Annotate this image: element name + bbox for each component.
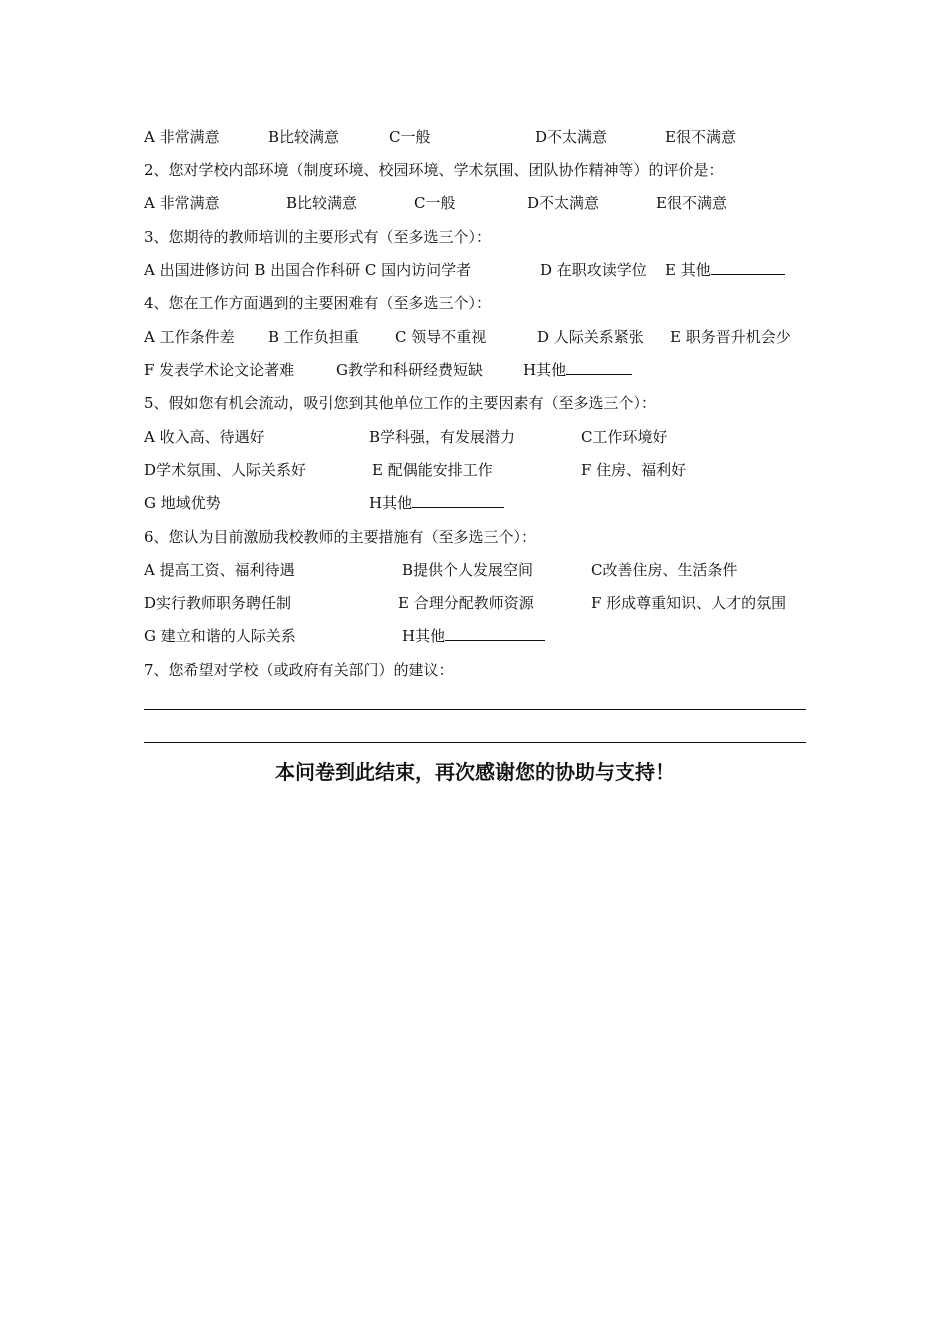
q4-question: 4、您在工作方面遇到的主要困难有（至多选三个）： (144, 294, 492, 312)
q6-option-h-label: H其他 (402, 627, 446, 645)
q6-option-c[interactable]: C改善住房、生活条件 (591, 561, 738, 579)
q4-option-b[interactable]: B 工作负担重 (268, 328, 359, 346)
q4-option-c[interactable]: C 领导不重视 (395, 328, 487, 346)
q1-option-b[interactable]: B比较满意 (268, 128, 340, 146)
q1-option-d[interactable]: D不太满意 (535, 128, 608, 146)
q2-question: 2、您对学校内部环境（制度环境、校园环境、学术氛围、团队协作精神等）的评价是： (144, 161, 724, 179)
q3-options-abc[interactable]: A 出国进修访问 B 出国合作科研 C 国内访问学者 (144, 261, 472, 279)
q4-option-h-other[interactable] (523, 360, 632, 380)
q4-option-g[interactable]: G教学和科研经费短缺 (336, 361, 483, 379)
q6-option-e[interactable]: E 合理分配教师资源 (398, 594, 534, 612)
q4-option-h-label: H其他 (523, 361, 567, 379)
q6-other-blank[interactable] (445, 626, 545, 641)
q6-option-d[interactable]: D实行教师职务聘任制 (144, 594, 292, 612)
q5-option-h-other[interactable] (369, 493, 504, 513)
q5-option-h-label: H其他 (369, 494, 413, 512)
q6-option-f[interactable]: F 形成尊重知识、人才的氛围 (591, 594, 787, 612)
q5-option-g[interactable]: G 地域优势 (144, 494, 221, 512)
q5-other-blank[interactable] (412, 493, 504, 508)
q2-option-a[interactable]: A 非常满意 (144, 194, 220, 212)
q7-answer-line-1[interactable] (144, 709, 806, 710)
q6-option-h-other[interactable] (402, 626, 545, 646)
q2-option-b[interactable]: B比较满意 (286, 194, 358, 212)
q7-answer-line-2[interactable] (144, 742, 806, 743)
q4-other-blank[interactable] (566, 360, 632, 375)
q5-option-c[interactable]: C工作环境好 (581, 428, 668, 446)
q2-option-d[interactable]: D不太满意 (527, 194, 600, 212)
q4-option-a[interactable]: A 工作条件差 (144, 328, 235, 346)
q4-option-f[interactable]: F 发表学术论文论著难 (144, 361, 295, 379)
q2-option-c[interactable]: C一般 (414, 194, 456, 212)
q3-option-d[interactable]: D 在职攻读学位 (540, 261, 647, 279)
q5-option-a[interactable]: A 收入高、待遇好 (144, 428, 265, 446)
q1-option-c[interactable]: C一般 (389, 128, 431, 146)
q7-question: 7、您希望对学校（或政府有关部门）的建议： (144, 661, 454, 679)
q5-option-d[interactable]: D学术氛围、人际关系好 (144, 461, 307, 479)
q5-question: 5、假如您有机会流动，吸引您到其他单位工作的主要因素有（至多选三个）： (144, 394, 657, 412)
q4-option-d[interactable]: D 人际关系紧张 (537, 328, 644, 346)
q2-option-e[interactable]: E很不满意 (656, 194, 727, 212)
q5-option-f[interactable]: F 住房、福利好 (581, 461, 687, 479)
q1-option-a[interactable]: A 非常满意 (144, 128, 220, 146)
q6-option-b[interactable]: B提供个人发展空间 (402, 561, 534, 579)
q6-option-g[interactable]: G 建立和谐的人际关系 (144, 627, 296, 645)
q1-option-e[interactable]: E很不满意 (665, 128, 736, 146)
q6-option-a[interactable]: A 提高工资、福利待遇 (144, 561, 295, 579)
q3-question: 3、您期待的教师培训的主要形式有（至多选三个）： (144, 228, 492, 246)
q3-option-e-label: E 其他 (665, 261, 711, 279)
q4-option-e[interactable]: E 职务晋升机会少 (670, 328, 791, 346)
closing-message: 本问卷到此结束，再次感谢您的协助与支持！ (275, 760, 675, 784)
q5-option-b[interactable]: B学科强，有发展潜力 (369, 428, 516, 446)
q5-option-e[interactable]: E 配偶能安排工作 (372, 461, 493, 479)
q3-other-blank[interactable] (711, 260, 785, 275)
q6-question: 6、您认为目前激励我校教师的主要措施有（至多选三个）： (144, 528, 537, 546)
q3-option-e-other[interactable] (665, 260, 785, 280)
